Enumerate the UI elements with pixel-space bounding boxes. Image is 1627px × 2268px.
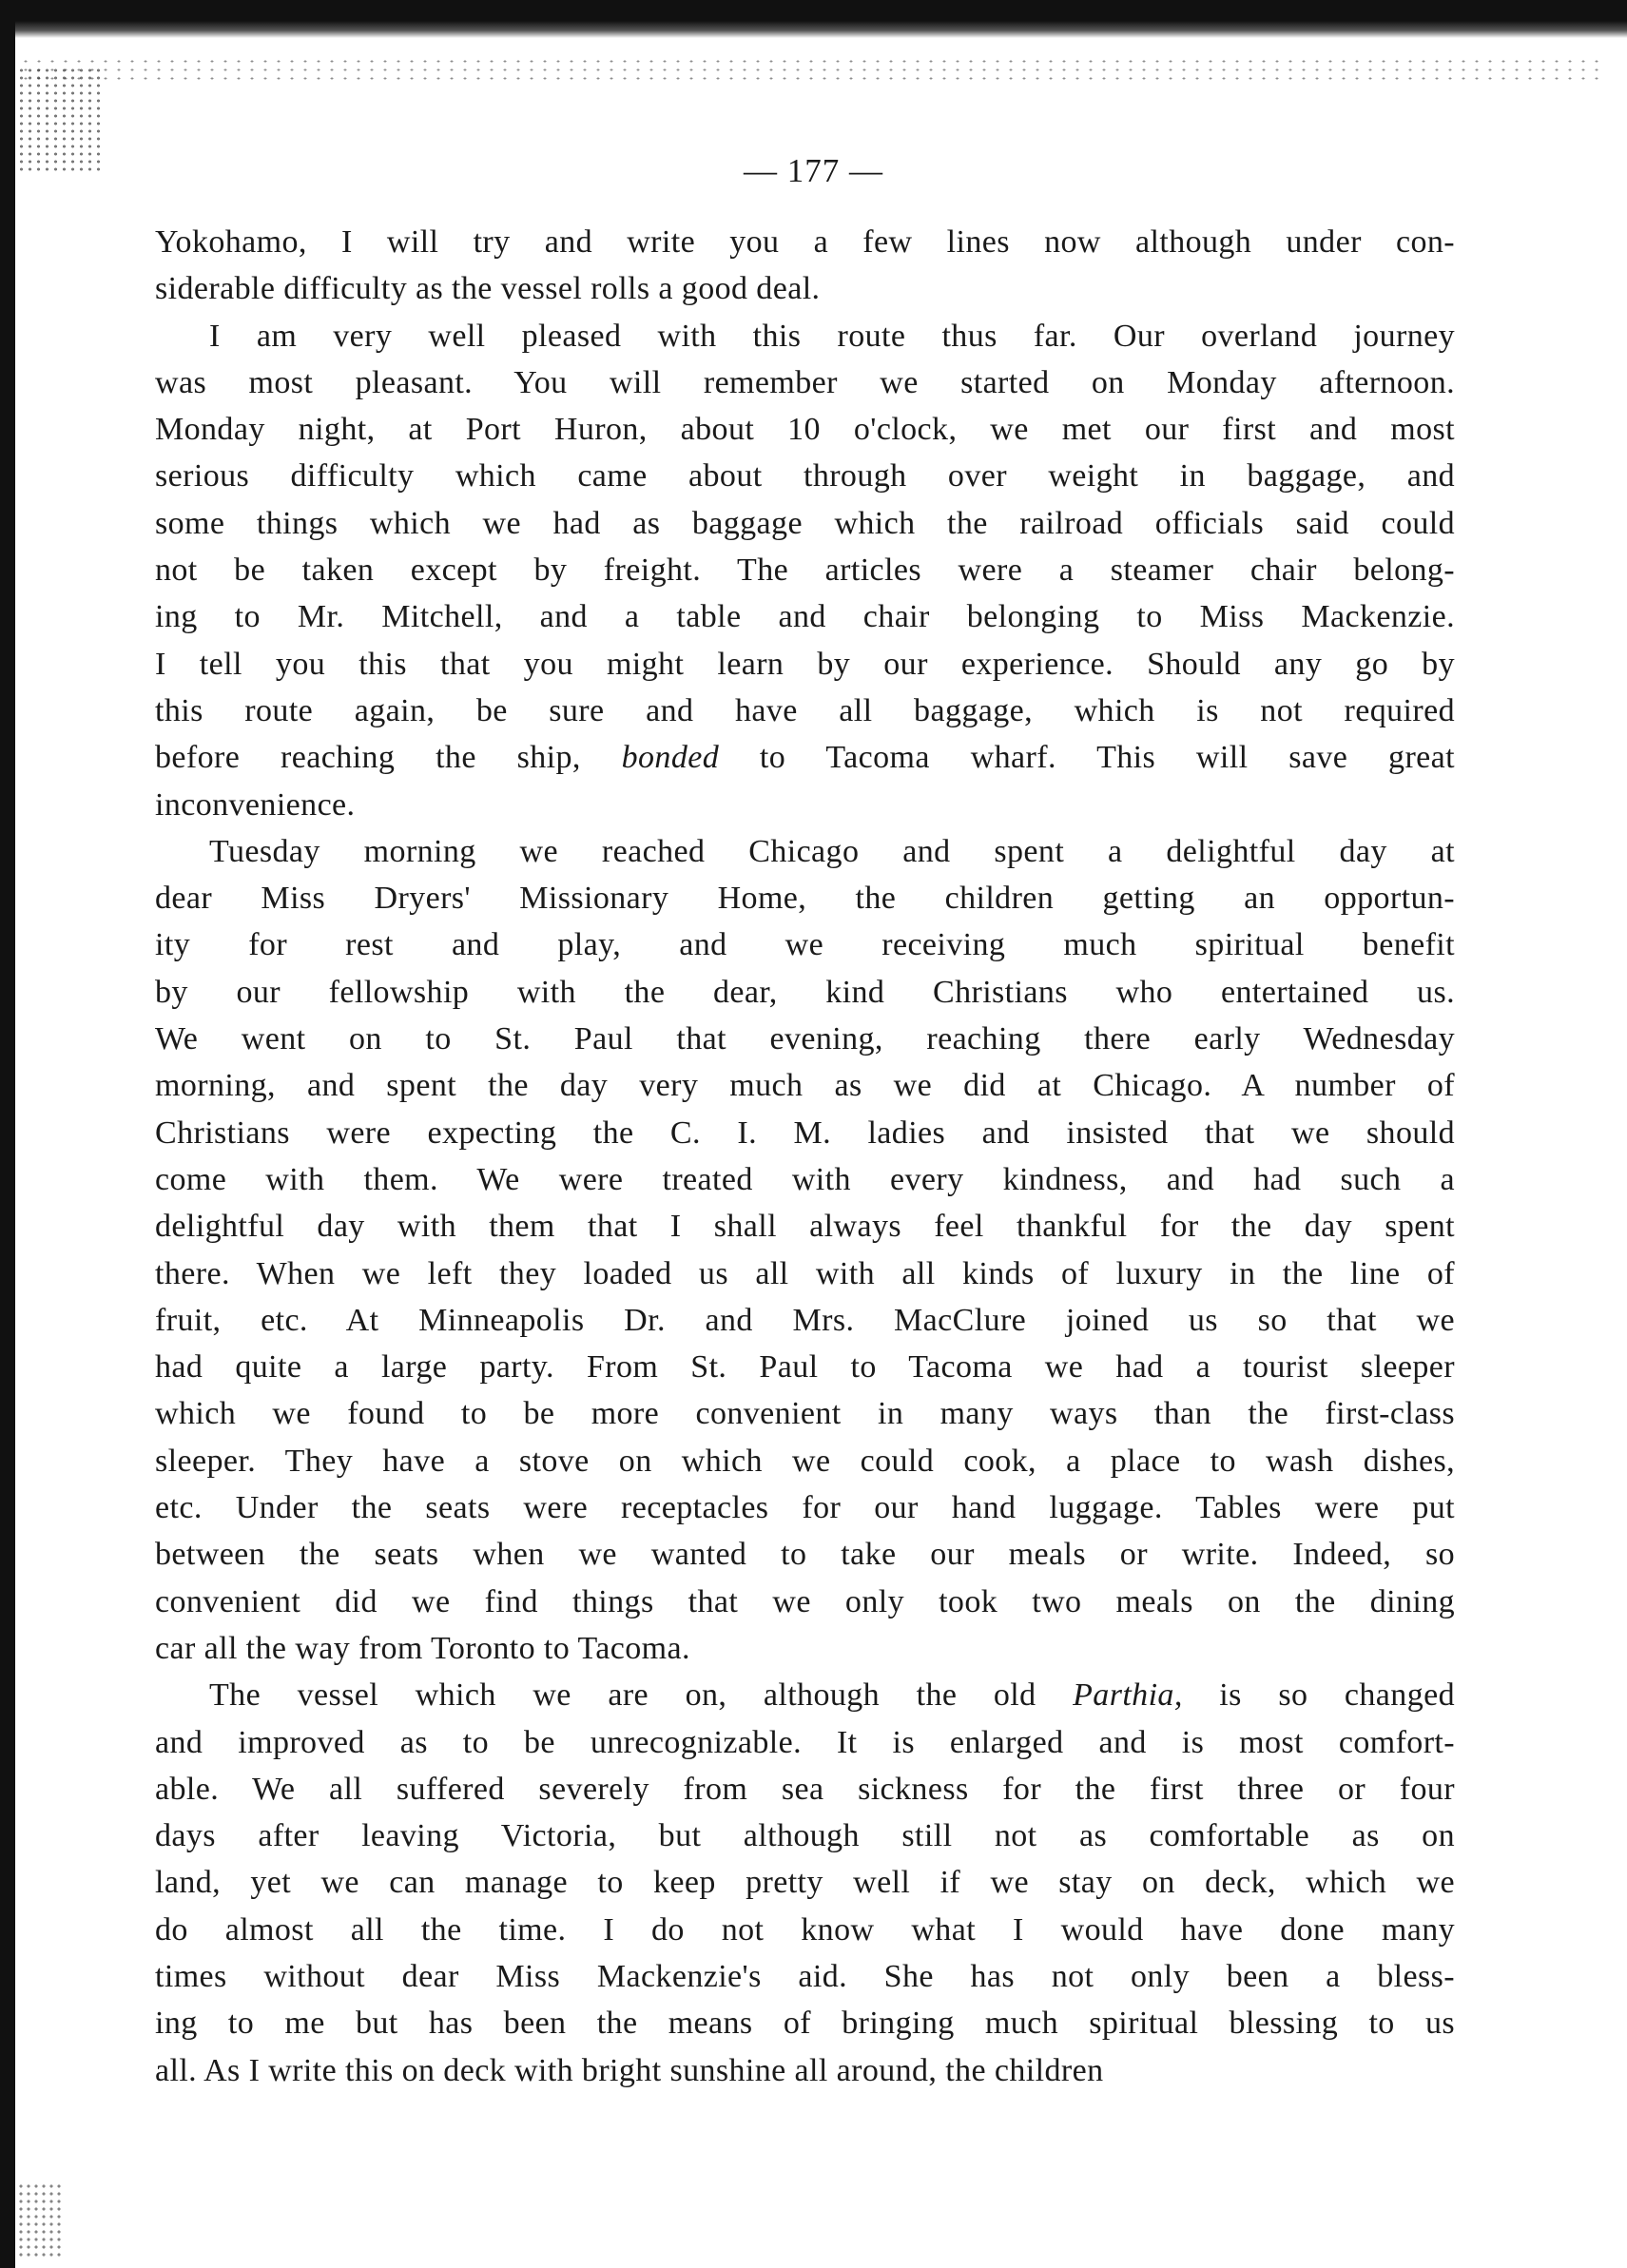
text-line <box>155 1531 1455 1578</box>
line-text: between the seats when we wanted to take our meals or write. Indeed, so <box>155 1537 1455 1573</box>
line-text: Monday night, at Port Huron, about 10 o'clock, we met our first and most <box>155 412 1455 448</box>
line-text: all. As I write this on deck with bright sunshine all around, the children <box>155 2052 1104 2088</box>
text-line <box>155 875 1455 921</box>
line-text: ing to Mr. Mitchell, and a table and chair belonging to Miss Mackenzie. <box>155 599 1455 635</box>
line-text: times without dear Miss Mackenzie's aid. She has not only been a bless- <box>155 1958 1455 1994</box>
line-text: Christians were expecting the C. I. M. ladies and insisted that we should <box>155 1115 1455 1151</box>
line-text: before reaching the ship, <box>155 740 622 776</box>
italic-text: bonded <box>621 740 720 776</box>
line-text: Tuesday morning we reached Chicago and spent a delightful day at <box>209 833 1455 869</box>
text-line <box>155 688 1455 734</box>
line-text: able. We all suffered severely from sea sickness for the first three or four <box>155 1771 1455 1807</box>
line-text: come with them. We were treated with every kindness, and had such a <box>155 1161 1455 1197</box>
text-line <box>155 2047 1455 2094</box>
text-line <box>155 219 1455 265</box>
line-text: not be taken except by freight. The articles were a steamer chair belong- <box>155 552 1455 589</box>
text-line <box>155 1110 1455 1156</box>
line-text: this route again, be sure and have all baggage, which is not required <box>155 692 1455 728</box>
text-line <box>155 547 1455 593</box>
text-line <box>155 1484 1455 1531</box>
italic-text: Parthia, <box>1073 1677 1183 1714</box>
line-text: ing to me but has been the means of bringing much spiritual blessing to us <box>155 2006 1455 2042</box>
line-text: land, yet we can manage to keep pretty well if we stay on deck, which we <box>155 1865 1455 1901</box>
text-line <box>155 500 1455 547</box>
line-text: ity for rest and play, and we receiving much spiritual benefit <box>155 927 1455 963</box>
text-line <box>155 1250 1455 1297</box>
text-line <box>155 1579 1455 1625</box>
text-line <box>155 1344 1455 1390</box>
scan-noise-top <box>19 57 1607 86</box>
line-text: Yokohamo, I will try and write you a few lines now although under con- <box>155 224 1455 260</box>
scan-top-edge <box>0 0 1627 38</box>
line-text: convenient did we find things that we only took two meals on the dining <box>155 1583 1455 1619</box>
line-text: siderable difficulty as the vessel rolls a good deal. <box>155 271 821 307</box>
text-line <box>155 453 1455 499</box>
line-text: serious difficulty which came about through over weight in baggage, and <box>155 458 1455 494</box>
text-line <box>155 1625 1455 1672</box>
text-line <box>155 1297 1455 1344</box>
text-line <box>155 1719 1455 1766</box>
line-text: I tell you this that you might learn by our experience. Should any go by <box>155 646 1455 682</box>
text-line <box>155 1016 1455 1062</box>
line-text: The vessel which we are on, although the old <box>209 1677 1074 1714</box>
line-text: to Tacoma wharf. This will save great <box>719 740 1456 776</box>
page-body <box>155 219 1455 2094</box>
text-line <box>155 593 1455 640</box>
line-text: etc. Under the seats were receptacles for our hand luggage. Tables were put <box>155 1490 1455 1526</box>
text-line <box>155 1859 1455 1906</box>
line-text: do almost all the time. I do not know what I would have done many <box>155 1911 1455 1948</box>
text-line <box>155 1390 1455 1437</box>
line-text: fruit, etc. At Minneapolis Dr. and Mrs. MacClure joined us so that we <box>155 1302 1455 1338</box>
text-line <box>155 265 1455 312</box>
line-text: car all the way from Toronto to Tacoma. <box>155 1630 690 1666</box>
line-text: I am very well pleased with this route thus far. Our overland journey <box>209 318 1455 354</box>
text-line <box>155 2000 1455 2046</box>
text-line <box>155 1812 1455 1859</box>
text-line <box>155 1203 1455 1250</box>
text-line <box>155 921 1455 968</box>
line-text: inconvenience. <box>155 786 356 823</box>
line-text: there. When we left they loaded us all with all kinds of luxury in the line of <box>155 1255 1455 1291</box>
text-line <box>155 313 1455 359</box>
line-text: some things which we had as baggage which the railroad officials said could <box>155 505 1455 541</box>
scan-left-edge <box>0 0 15 2268</box>
text-line <box>155 782 1455 828</box>
line-text: was most pleasant. You will remember we started on Monday afternoon. <box>155 364 1455 400</box>
text-line <box>155 1672 1455 1718</box>
line-text: We went on to St. Paul that evening, reaching there early Wednesday <box>155 1021 1455 1057</box>
text-line <box>155 406 1455 453</box>
text-line <box>155 359 1455 406</box>
line-text: morning, and spent the day very much as we did at Chicago. A number of <box>155 1068 1455 1104</box>
page-number: — 177 — <box>744 152 883 189</box>
line-text: delightful day with them that I shall always feel thankful for the day spent <box>155 1209 1455 1245</box>
line-text: by our fellowship with the dear, kind Christians who entertained us. <box>155 974 1455 1010</box>
line-text: which we found to be more convenient in many ways than the first-class <box>155 1396 1455 1432</box>
scan-noise-bottom <box>17 2182 65 2258</box>
text-line <box>155 969 1455 1016</box>
line-text: had quite a large party. From St. Paul to Tacoma we had a tourist sleeper <box>155 1349 1455 1386</box>
text-line <box>155 1438 1455 1484</box>
line-text: days after leaving Victoria, but although still not as comfortable as on <box>155 1818 1455 1854</box>
text-line <box>155 1156 1455 1203</box>
text-line <box>155 734 1455 781</box>
text-line <box>155 1953 1455 2000</box>
text-line <box>155 1907 1455 1953</box>
text-line <box>155 1766 1455 1812</box>
line-text: dear Miss Dryers' Missionary Home, the children getting an opportun- <box>155 881 1455 917</box>
line-text: sleeper. They have a stove on which we could cook, a place to wash dishes, <box>155 1443 1455 1479</box>
text-line <box>155 1062 1455 1109</box>
text-line <box>155 828 1455 875</box>
line-text: and improved as to be unrecognizable. It is enlarged and is most comfort- <box>155 1724 1455 1760</box>
text-line <box>155 641 1455 688</box>
line-text: is so changed <box>1182 1677 1455 1714</box>
